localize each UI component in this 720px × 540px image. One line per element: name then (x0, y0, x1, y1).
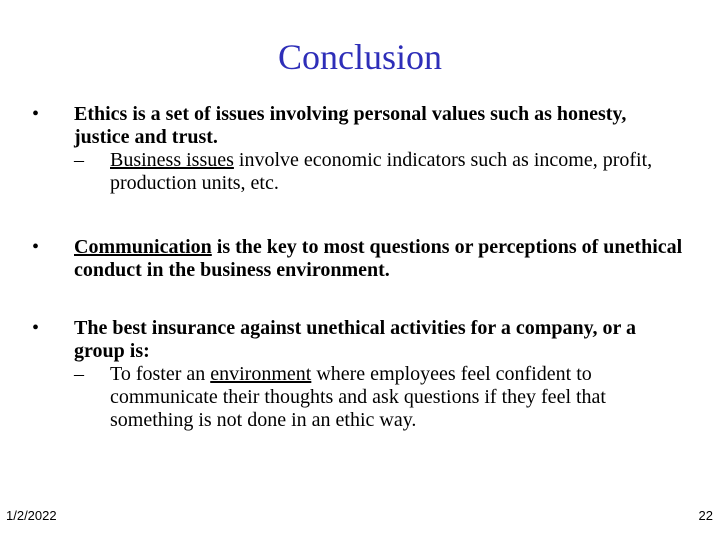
bullet-text (74, 317, 684, 432)
bullet-text (74, 103, 684, 195)
page-number: 22 (698, 508, 713, 523)
underlined-term-business-issues: Business issues (110, 149, 234, 171)
sub-bullet-text-before: To foster an (110, 363, 211, 385)
sub-bullet-foster-environment (74, 363, 684, 432)
bullet-marker: • (32, 103, 40, 125)
sub-bullet-dash: – (74, 363, 84, 385)
bullet-main-text: The best insurance against unethical activities for a company, or a group is: (74, 317, 637, 362)
bullet-text (74, 236, 684, 282)
bullet-main-text: Ethics is a set of issues involving personal values such as honesty, justice and trust. (74, 103, 627, 148)
sub-bullet-text: involve economic indicators such as income, profit, production units, etc. (110, 149, 653, 194)
bullet-marker: • (32, 236, 40, 258)
sub-bullet-text-after: where employees feel confident to communicate their thoughts and ask questions if they feel that something is not done in an ethic way. (110, 363, 606, 431)
underlined-term-environment: environment (210, 363, 312, 385)
bullet-marker: • (32, 317, 40, 339)
sub-bullet-dash: – (74, 149, 84, 171)
sub-bullet-business-issues (74, 149, 684, 195)
slide-title: Conclusion (277, 37, 442, 77)
underlined-term-communication: Communication (74, 236, 212, 258)
footer-date: 1/2/2022 (6, 508, 57, 523)
bullet-main-text: is the key to most questions or perceptions of unethical conduct in the business environment. (74, 236, 683, 281)
